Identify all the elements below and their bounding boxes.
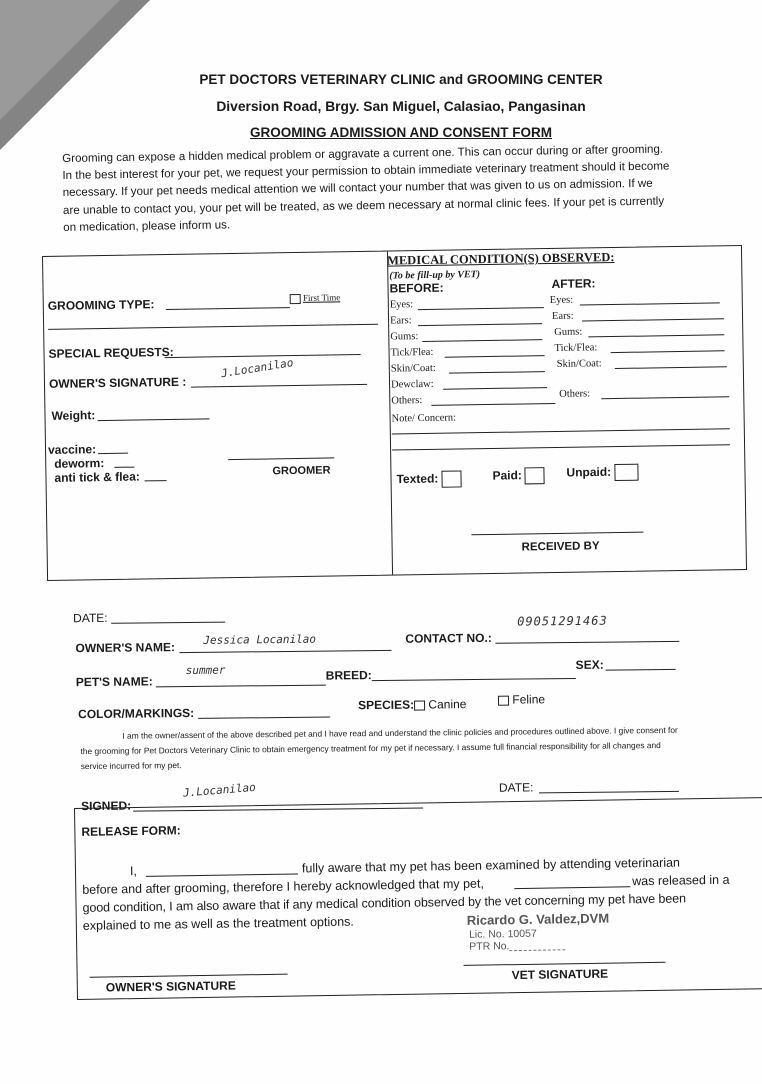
sex-field[interactable] bbox=[606, 669, 676, 671]
color-markings-label: COLOR/MARKINGS: bbox=[78, 705, 195, 722]
owners-name-label: OWNER'S NAME: bbox=[75, 640, 176, 656]
after-eyes-label: Eyes: bbox=[549, 294, 574, 307]
after-ears-label: Ears: bbox=[551, 310, 574, 322]
deworm-label: deworm: bbox=[54, 456, 105, 471]
vet-subtitle: (To be fill-up by VET) bbox=[389, 269, 481, 282]
canine-label: Canine bbox=[428, 697, 467, 712]
clinic-name: PET DOCTORS VETERINARY CLINIC and GROOMING CENTER bbox=[199, 72, 603, 87]
before-label: BEFORE: bbox=[389, 280, 444, 296]
special-requests-label: SPECIAL REQUESTS: bbox=[48, 344, 174, 361]
intro-paragraph: Grooming can expose a hidden medical problem or aggravate a current one. This can occur during or after grooming. In the best interest for your pet, we request your permission to obtain immediate veterinary treatment should it become necessary. If your pet needs medical attention we will contact your number that was given to us on admission. If we are unable to contact you, your pet will be treated, as we deem necessary at normal clinic fees. If your pet is currently on medication, please inform us. bbox=[62, 142, 670, 234]
before-gums-label: Gums: bbox=[390, 331, 419, 343]
before-tickflea-label: Tick/Flea: bbox=[390, 346, 434, 359]
clinic-address: Diversion Road, Brgy. San Miguel, Calasiao, Pangasinan bbox=[216, 99, 586, 114]
release-text-4: was released in a bbox=[632, 872, 730, 889]
pet-name-release-field[interactable] bbox=[514, 886, 630, 889]
release-text-5: good condition, I am also aware that if any medical condition observed by the vet concerning my pet have been bbox=[82, 891, 686, 915]
before-eyes-label: Eyes: bbox=[389, 299, 414, 311]
owners-name-value: Jessica Locanilao bbox=[203, 632, 317, 647]
after-skincoat-label: Skin/Coat: bbox=[556, 358, 602, 370]
signed-label: SIGNED: bbox=[81, 798, 132, 814]
vet-stamp-ptr: PTR No. bbox=[469, 940, 510, 953]
form-title: GROOMING ADMISSION AND CONSENT FORM bbox=[250, 125, 552, 140]
release-text-6: explained to me as well as the treatment options. bbox=[82, 914, 354, 933]
vet-stamp-ptr-field bbox=[509, 949, 565, 951]
grooming-type-label: GROOMING TYPE: bbox=[47, 297, 155, 313]
contact-no-field[interactable] bbox=[495, 641, 679, 644]
feline-label: Feline bbox=[512, 692, 546, 707]
breed-label: BREED: bbox=[325, 668, 372, 683]
note-concern-label: Note/ Concern: bbox=[391, 412, 457, 425]
pets-name-field[interactable] bbox=[156, 685, 326, 688]
signed-scribble: J.Locanilao bbox=[182, 780, 257, 800]
first-time-label: First Time bbox=[302, 292, 341, 303]
before-others-label: Others: bbox=[391, 395, 423, 407]
breed-field[interactable] bbox=[372, 678, 576, 681]
owner-signature-release-label: OWNER'S SIGNATURE bbox=[105, 978, 236, 995]
vet-stamp-name: Ricardo G. Valdez,DVM bbox=[466, 910, 610, 928]
unpaid-label: Unpaid: bbox=[566, 464, 612, 480]
consent-paragraph: I am the owner/assent of the above described pet and I have read and understand the clinic policies and procedures outlined above. I give consent for the grooming for Pet Doctors Veterinary Clinic to obtain emergency treatment for my pet if necessary. I assume full financial responsibility for all changes and service incurred for my pet. bbox=[80, 724, 678, 772]
species-label: SPECIES: bbox=[357, 697, 415, 713]
owner-signature-release-field[interactable] bbox=[90, 974, 288, 978]
after-label: AFTER: bbox=[551, 276, 596, 291]
before-dewclaw-label: Dewclaw: bbox=[390, 378, 434, 391]
antitick-label: anti tick & flea: bbox=[54, 469, 140, 485]
paid-label: Paid: bbox=[492, 468, 522, 483]
date2-field[interactable] bbox=[539, 791, 679, 793]
owners-signature-label: OWNER'S SIGNATURE : bbox=[48, 374, 187, 391]
weight-label: Weight: bbox=[51, 408, 96, 423]
date-field[interactable] bbox=[111, 622, 225, 624]
owner-name-release-field[interactable] bbox=[146, 873, 298, 876]
after-gums-label: Gums: bbox=[554, 326, 583, 338]
pets-name-value: summer bbox=[185, 663, 226, 678]
sex-label: SEX: bbox=[575, 657, 604, 672]
after-tickflea-label: Tick/Flea: bbox=[554, 342, 598, 354]
vet-signature-field[interactable] bbox=[464, 962, 666, 966]
vaccine-label: vaccine: bbox=[47, 442, 97, 457]
before-skincoat-label: Skin/Coat: bbox=[390, 362, 436, 375]
pets-name-label: PET'S NAME: bbox=[75, 674, 153, 690]
feline-option[interactable] bbox=[498, 692, 545, 706]
release-form-box bbox=[74, 797, 762, 1000]
vet-signature-label: VET SIGNATURE bbox=[511, 966, 609, 983]
groomer-label: GROOMER bbox=[272, 464, 331, 478]
canine-option[interactable] bbox=[414, 697, 467, 712]
canine-checkbox[interactable] bbox=[414, 700, 425, 710]
date-label: DATE: bbox=[73, 610, 108, 626]
medical-condition-title: MEDICAL CONDITION(S) OBSERVED: bbox=[387, 250, 615, 268]
color-markings-field[interactable] bbox=[198, 717, 330, 719]
owner-signature-scribble: J.Locanilao bbox=[220, 356, 295, 381]
before-ears-label: Ears: bbox=[389, 315, 412, 327]
contact-no-value: 09051291463 bbox=[517, 613, 608, 629]
release-form-title: RELEASE FORM: bbox=[81, 823, 181, 839]
vet-stamp-lic: Lic. No. 10057 bbox=[468, 927, 537, 941]
contact-no-label: CONTACT NO.: bbox=[405, 630, 492, 646]
texted-label: Texted: bbox=[396, 471, 439, 487]
owners-name-field[interactable] bbox=[179, 650, 391, 653]
after-others-label: Others: bbox=[559, 388, 591, 400]
date2-label: DATE: bbox=[498, 780, 534, 795]
release-text-2: fully aware that my pet has been examined by attending veterinarian bbox=[301, 855, 681, 876]
feline-checkbox[interactable] bbox=[498, 695, 509, 705]
release-text-3: before and after grooming, therefore I hereby acknowledged that my pet, bbox=[82, 876, 484, 897]
received-by-label: RECEIVED BY bbox=[521, 540, 600, 554]
release-i: I, bbox=[129, 864, 138, 879]
